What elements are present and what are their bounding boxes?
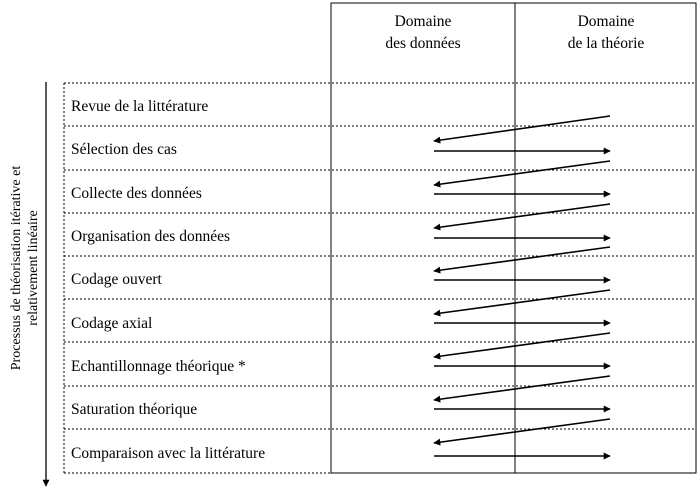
step-label-open-coding: Codage ouvert bbox=[71, 271, 162, 288]
step-label-literature-comparison: Comparaison avec la littérature bbox=[71, 445, 266, 462]
theory-domain-header-line1: Domaine bbox=[577, 13, 635, 30]
step-label-case-selection: Sélection des cas bbox=[71, 141, 177, 158]
back-arrow bbox=[434, 376, 610, 400]
process-side-label bbox=[9, 166, 41, 371]
back-arrow bbox=[434, 116, 610, 141]
side-label-line2: relativement linéaire bbox=[26, 210, 41, 326]
step-label-theoretical-sampling: Echantillonnage théorique * bbox=[71, 358, 246, 375]
step-label-axial-coding: Codage axial bbox=[71, 315, 153, 332]
data-domain-header-line2: des données bbox=[385, 35, 461, 52]
step-label-literature-review: Revue de la littérature bbox=[71, 98, 209, 115]
back-arrow bbox=[434, 333, 610, 357]
back-arrow bbox=[434, 290, 610, 314]
step-label-data-collection: Collecte des données bbox=[71, 185, 202, 202]
step-label-theoretical-saturation: Saturation théorique bbox=[71, 401, 198, 418]
step-label-data-organisation: Organisation des données bbox=[71, 228, 230, 245]
back-arrow bbox=[434, 419, 610, 443]
side-label-line1: Processus de théorisation itérative et bbox=[9, 165, 24, 371]
theory-domain-header-line2: de la théorie bbox=[567, 35, 645, 52]
back-arrow bbox=[434, 247, 610, 271]
back-arrow bbox=[434, 161, 610, 185]
back-arrow bbox=[434, 204, 610, 228]
data-domain-header-line1: Domaine bbox=[394, 13, 452, 30]
iteration-arrows bbox=[434, 116, 610, 456]
